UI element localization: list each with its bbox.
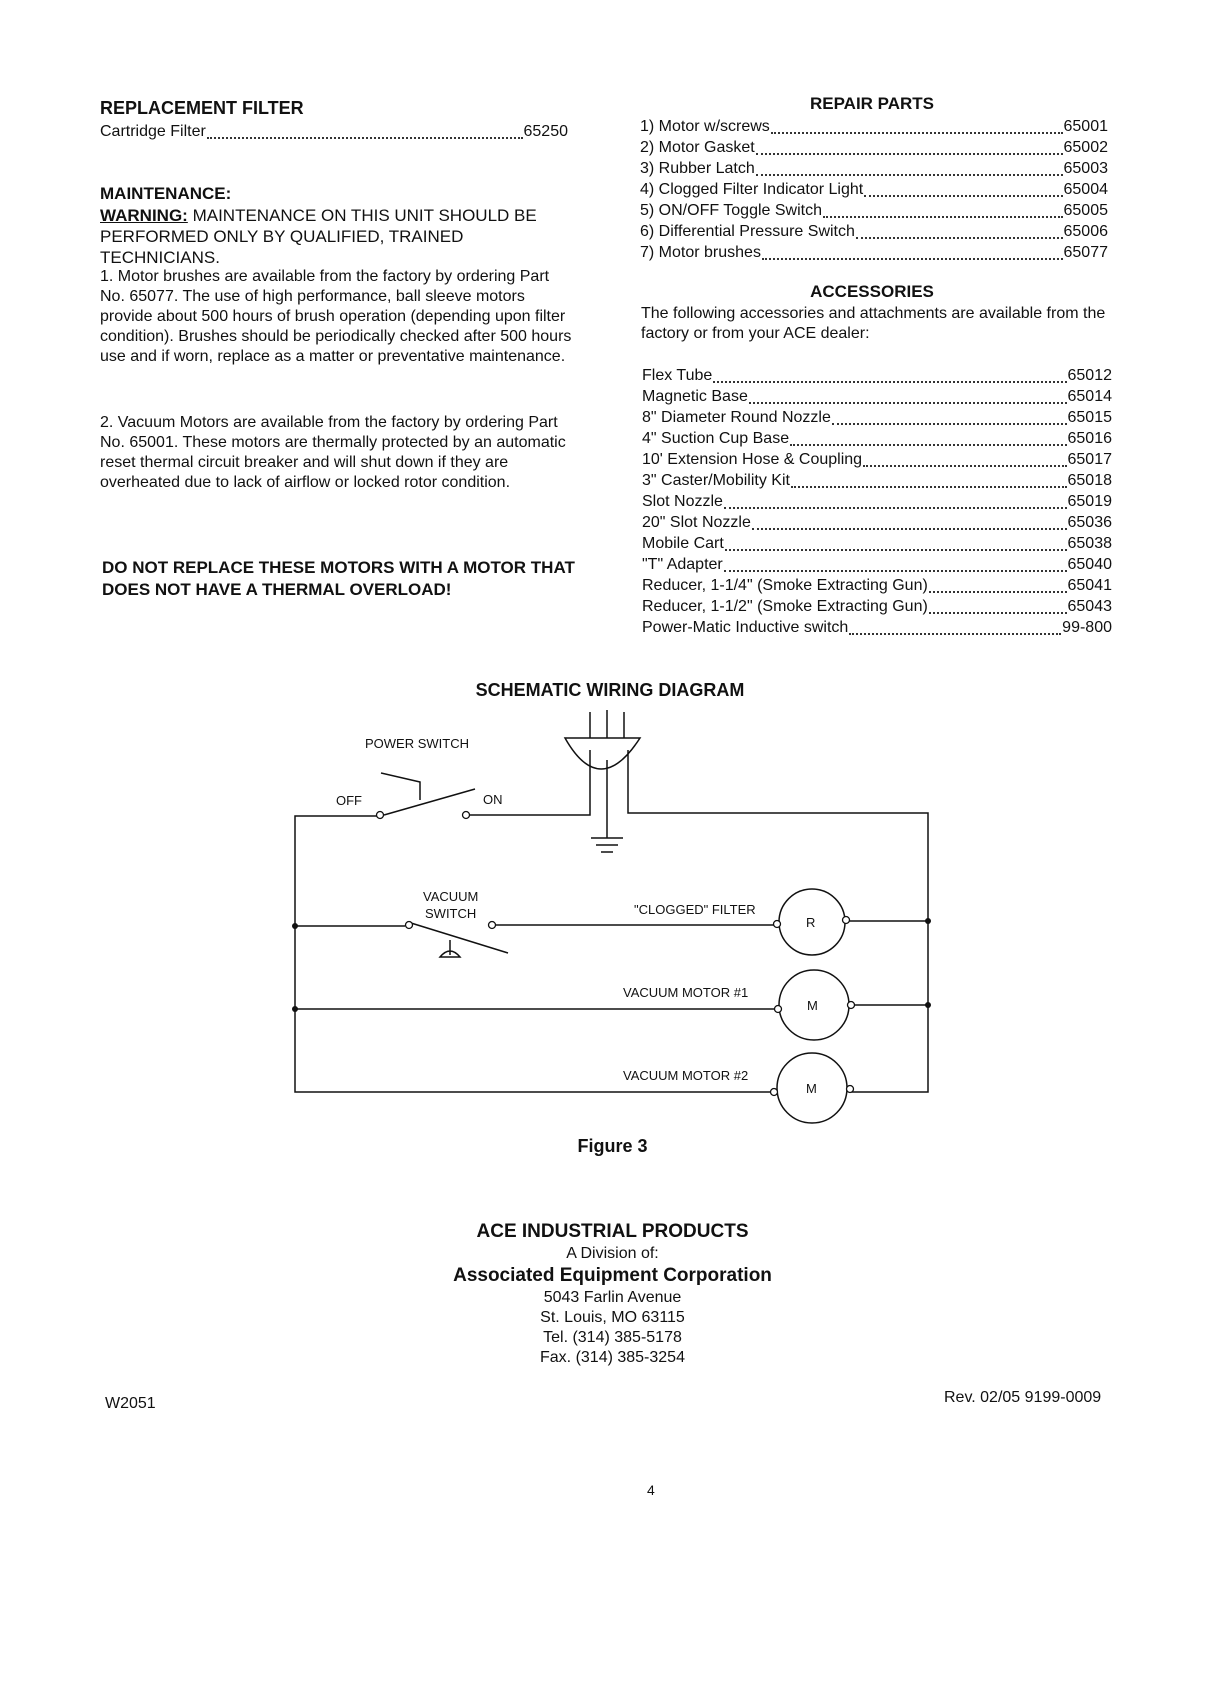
cartridge-filter-part: 65250 (523, 123, 568, 140)
part-name: Flex Tube (642, 367, 713, 384)
diagram-title: SCHEMATIC WIRING DIAGRAM (475, 680, 745, 700)
part-name: 3) Rubber Latch (640, 160, 755, 177)
part-name: 7) Motor brushes (640, 244, 761, 261)
cartridge-filter-label: Cartridge Filter (100, 123, 206, 140)
part-number: 65014 (1067, 388, 1112, 405)
part-name: 6) Differential Pressure Switch (640, 223, 855, 240)
page-number: 4 (647, 1482, 655, 1498)
power-switch-lever-top (381, 773, 420, 800)
accessories-heading: ACCESSORIES (810, 282, 934, 301)
leader-dots (929, 575, 1067, 593)
wiring-diagram (0, 700, 1224, 1140)
parts-row (640, 199, 1108, 220)
leader-dots (863, 449, 1066, 467)
leader-dots (823, 200, 1063, 218)
division-text: A Division of: (566, 1245, 659, 1262)
parts-row (642, 427, 1112, 448)
parts-row (642, 448, 1112, 469)
leader-dots (207, 121, 523, 139)
part-name: Slot Nozzle (642, 493, 723, 510)
maintenance-paragraph-1: 1. Motor brushes are available from the factory by ordering Part No. 65077. The use of high performance, ball sleeve motors provide about 500 hours of brush operation (depending upon filter condition). Brushes should be periodically checked after 500 hours use and if worn, replace as a matter or preventative maintenance. (100, 268, 572, 365)
part-name: 8" Diameter Round Nozzle (642, 409, 831, 426)
plug-prongs (590, 710, 624, 738)
leader-dots (724, 554, 1067, 572)
leader-dots (756, 158, 1063, 176)
motor1-m-label: M (807, 998, 818, 1013)
part-number: 65043 (1067, 598, 1112, 615)
part-name: 20" Slot Nozzle (642, 514, 751, 531)
leader-dots (791, 470, 1067, 488)
part-name: 10' Extension Hose & Coupling (642, 451, 863, 468)
part-number: 65038 (1067, 535, 1112, 552)
leader-dots (762, 242, 1063, 260)
off-label: OFF (336, 793, 362, 808)
part-number: 65017 (1067, 451, 1112, 468)
vacuum-switch-actuator (440, 940, 460, 957)
parts-row (640, 241, 1108, 262)
street-address: 5043 Farlin Avenue (543, 1289, 682, 1306)
part-number: 65036 (1067, 514, 1112, 531)
leader-dots (749, 386, 1067, 404)
part-name: "T" Adapter (642, 556, 723, 573)
city-address: St. Louis, MO 63115 (540, 1309, 685, 1326)
warning-label: WARNING: (100, 206, 188, 225)
left-rail-wire (295, 816, 775, 1092)
part-number: 65005 (1063, 202, 1108, 219)
part-number: 65019 (1067, 493, 1112, 510)
part-number: 65040 (1067, 556, 1112, 573)
leader-dots (856, 221, 1063, 239)
parts-row (642, 364, 1112, 385)
warning-text: MAINTENANCE ON THIS UNIT SHOULD BE PERFORMED ONLY BY QUALIFIED, TRAINED TECHNICIANS. (100, 206, 537, 267)
parts-row (640, 136, 1108, 157)
leader-dots (832, 407, 1067, 425)
part-number: 65002 (1063, 139, 1108, 156)
repair-parts-list (640, 115, 1108, 262)
parts-row (640, 115, 1108, 136)
part-number: 65015 (1067, 409, 1112, 426)
leader-dots (864, 179, 1062, 197)
motor-caution: DO NOT REPLACE THESE MOTORS WITH A MOTOR THAT DOES NOT HAVE A THERMAL OVERLOAD! (102, 558, 575, 599)
leader-dots (771, 116, 1063, 134)
warning-block (100, 205, 580, 268)
parts-row (640, 157, 1108, 178)
part-number: 65001 (1063, 118, 1108, 135)
indicator-r-label: R (806, 915, 816, 930)
part-name: Reducer, 1-1/2" (Smoke Extracting Gun) (642, 598, 928, 615)
leader-dots (725, 533, 1067, 551)
replacement-filter-heading: REPLACEMENT FILTER (100, 98, 304, 118)
part-number: 65077 (1063, 244, 1108, 261)
parts-row (640, 220, 1108, 241)
part-name: 5) ON/OFF Toggle Switch (640, 202, 822, 219)
leader-dots (849, 617, 1061, 635)
leader-dots (929, 596, 1067, 614)
motor2-m-label: M (806, 1081, 817, 1096)
on-label: ON (483, 792, 503, 807)
part-name: 1) Motor w/screws (640, 118, 770, 135)
vacuum-switch-label-1: VACUUM (423, 889, 479, 904)
part-number: 65012 (1067, 367, 1112, 384)
motor2-label: VACUUM MOTOR #2 (623, 1068, 749, 1083)
part-name: Power-Matic Inductive switch (642, 619, 849, 636)
parts-row (642, 385, 1112, 406)
fax: Fax. (314) 385-3254 (540, 1349, 685, 1366)
maintenance-paragraph-2: 2. Vacuum Motors are available from the factory by ordering Part No. 65001. These motors are thermally protected by an automatic reset thermal circuit breaker and will shut down if they are overheated due to lack of airflow or locked rotor condition. (100, 414, 566, 491)
accessories-list (642, 364, 1112, 637)
part-name: 4) Clogged Filter Indicator Light (640, 181, 864, 198)
leader-dots (756, 137, 1063, 155)
parts-row (642, 532, 1112, 553)
motor1-label: VACUUM MOTOR #1 (623, 985, 749, 1000)
ground-symbol (591, 760, 623, 852)
parts-row (642, 553, 1112, 574)
part-name: Reducer, 1-1/4" (Smoke Extracting Gun) (642, 577, 928, 594)
company-block (360, 1220, 865, 1368)
power-switch-blade (384, 789, 475, 815)
part-number: 65004 (1063, 181, 1108, 198)
part-name: 2) Motor Gasket (640, 139, 755, 156)
part-name: 3" Caster/Mobility Kit (642, 472, 790, 489)
company-name: ACE INDUSTRIAL PRODUCTS (476, 1221, 749, 1242)
parts-row (642, 469, 1112, 490)
repair-parts-heading: REPAIR PARTS (809, 94, 935, 113)
part-name: Mobile Cart (642, 535, 724, 552)
cartridge-filter-row (100, 120, 568, 141)
parts-row (642, 406, 1112, 427)
parts-row (642, 595, 1112, 616)
parts-row (642, 574, 1112, 595)
power-switch-label: POWER SWITCH (365, 736, 469, 751)
leader-dots (713, 365, 1066, 383)
part-number: 99-800 (1062, 619, 1112, 636)
clogged-filter-label: "CLOGGED" FILTER (634, 902, 756, 917)
part-number: 65003 (1063, 160, 1108, 177)
part-name: Magnetic Base (642, 388, 748, 405)
parts-row (642, 490, 1112, 511)
part-number: 65041 (1067, 577, 1112, 594)
figure-caption: Figure 3 (577, 1136, 648, 1156)
leader-dots (790, 428, 1066, 446)
maintenance-heading: MAINTENANCE: (100, 184, 232, 203)
parts-row (642, 616, 1112, 637)
part-name: 4" Suction Cup Base (642, 430, 790, 447)
vacuum-switch-label-2: SWITCH (425, 906, 477, 921)
leader-dots (752, 512, 1067, 530)
parts-row (640, 178, 1108, 199)
parts-row (642, 511, 1112, 532)
part-number: 65018 (1067, 472, 1112, 489)
accessories-intro: The following accessories and attachments are available from the factory or from your ACE dealer: (641, 305, 1106, 342)
revision-code: Rev. 02/05 9199-0009 (944, 1389, 1102, 1406)
part-number: 65006 (1063, 223, 1108, 240)
parent-company: Associated Equipment Corporation (453, 1265, 772, 1286)
telephone: Tel. (314) 385-5178 (543, 1329, 682, 1346)
document-code: W2051 (105, 1395, 156, 1412)
leader-dots (724, 491, 1067, 509)
part-number: 65016 (1067, 430, 1112, 447)
